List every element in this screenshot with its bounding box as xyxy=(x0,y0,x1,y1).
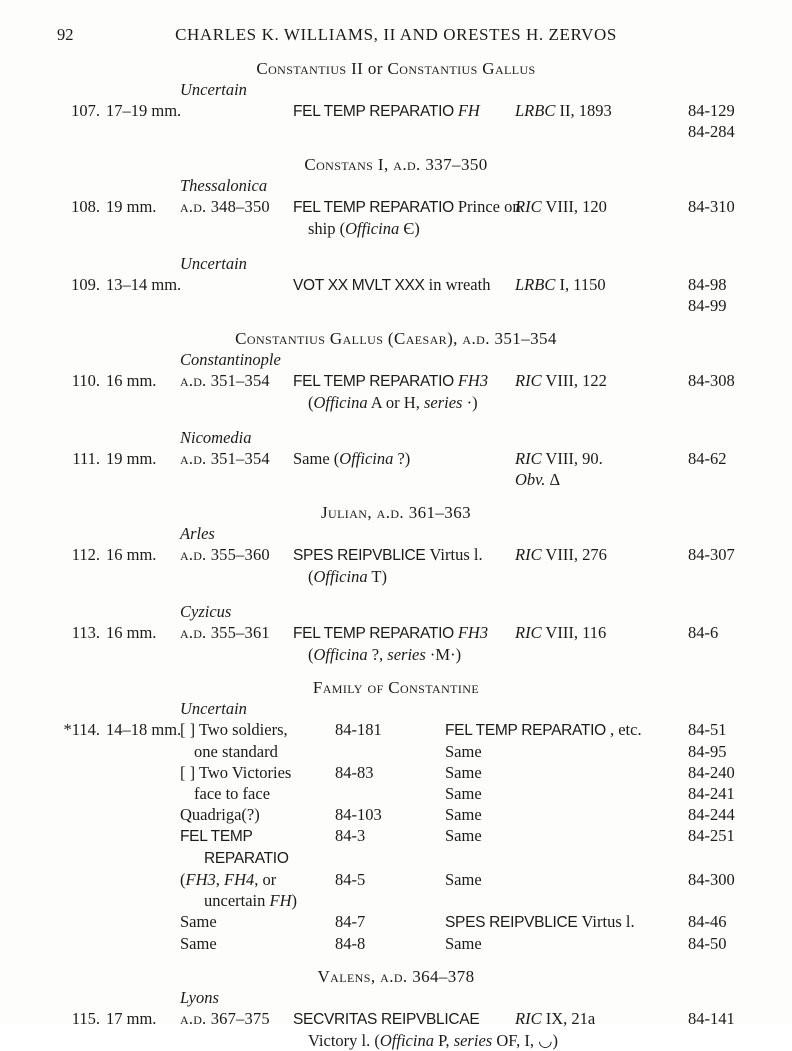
reverse-inventory: 84-251 xyxy=(688,826,735,845)
running-header: CHARLES K. WILLIAMS, II AND ORESTES H. ZERVOS xyxy=(175,25,617,44)
entry-inventory xyxy=(680,1008,792,1029)
entry-row xyxy=(0,196,792,239)
entry-reference xyxy=(508,1008,680,1029)
obverse-inventory xyxy=(335,741,445,742)
reverse-description: Same xyxy=(445,784,482,803)
mint-name: Uncertain xyxy=(180,699,247,718)
catalog-entry xyxy=(0,523,792,587)
entry-row xyxy=(0,370,792,413)
obverse-inventory xyxy=(335,783,445,784)
obverse-description: one standard xyxy=(194,742,278,761)
description-line: (Officina ?, series ·M·) xyxy=(308,645,462,664)
entry-reference xyxy=(508,196,680,217)
entry-inventory xyxy=(680,370,792,391)
entry-date xyxy=(180,274,293,275)
reference-line: RIC VIII, 116 xyxy=(515,623,607,642)
obverse-inventory: 84-7 xyxy=(335,912,366,931)
obverse-description: FEL TEMP xyxy=(180,828,253,845)
page-header xyxy=(0,24,792,46)
obverse-inventory xyxy=(335,890,445,891)
reverse-description xyxy=(445,847,680,848)
entry-size: 17 mm. xyxy=(106,1009,157,1028)
entry-size: 14–18 mm. xyxy=(106,720,182,739)
subtable-row xyxy=(0,762,792,783)
entry-inventory xyxy=(680,544,792,565)
entry-row xyxy=(0,622,792,665)
mint-name: Uncertain xyxy=(180,80,247,99)
catalog-entry xyxy=(0,601,792,665)
entry-size: 16 mm. xyxy=(106,371,157,390)
catalog-section xyxy=(0,502,792,665)
mint-name: Arles xyxy=(180,524,215,543)
description-line: Victory l. (Officina P, series OF, I, ◡) xyxy=(308,1031,558,1050)
entry-row xyxy=(0,100,792,142)
entry-description xyxy=(293,370,508,413)
description-line: FEL TEMP REPARATIO FH3 xyxy=(293,371,489,390)
description-line: SECVRITAS REIPVBLICAE xyxy=(293,1011,480,1028)
catalog-entry xyxy=(0,79,792,142)
catalog-section xyxy=(0,58,792,142)
entry-inventory xyxy=(680,196,792,217)
obverse-description: [ ] Two Victories xyxy=(180,763,292,782)
entry-number: 108. xyxy=(71,197,100,216)
mint-line xyxy=(180,427,792,448)
mint-line xyxy=(180,987,792,1008)
entry-number: *114. xyxy=(63,720,100,739)
obverse-description: face to face xyxy=(194,784,271,803)
catalog-entry xyxy=(0,253,792,316)
inventory-number: 84-141 xyxy=(688,1009,735,1028)
entry-description xyxy=(293,448,508,469)
inventory-number: 84-310 xyxy=(688,197,735,216)
catalog-section xyxy=(0,677,792,954)
obverse-inventory: 84-8 xyxy=(335,934,366,953)
mint-name: Thessalonica xyxy=(180,176,268,195)
description-line: FEL TEMP REPARATIO FH xyxy=(293,101,480,120)
entry-reference xyxy=(508,622,680,643)
subtable-row xyxy=(0,783,792,804)
inventory-number: 84-98 xyxy=(688,275,727,294)
entry-description xyxy=(293,196,521,239)
obverse-inventory: 84-83 xyxy=(335,763,374,782)
entry-number: 111. xyxy=(72,449,100,468)
entry-inventory xyxy=(680,622,792,643)
page-number: 92 xyxy=(57,25,74,44)
obverse-description: uncertain FH) xyxy=(204,891,298,910)
entry-reference xyxy=(508,274,680,295)
inventory-number: 84-307 xyxy=(688,545,735,564)
reverse-inventory xyxy=(680,847,792,848)
entry-inventory xyxy=(680,448,792,469)
entry-inventory xyxy=(680,100,792,142)
catalog-section xyxy=(0,966,792,1051)
entry-date: a.d. 355–360 xyxy=(180,545,270,564)
obverse-inventory: 84-3 xyxy=(335,826,366,845)
entry-number: 113. xyxy=(71,623,100,642)
reverse-inventory: 84-95 xyxy=(688,742,727,761)
reverse-description: Same xyxy=(445,934,482,953)
entry-size: 19 mm. xyxy=(106,449,157,468)
inventory-number: 84-62 xyxy=(688,449,727,468)
reverse-description: Same xyxy=(445,763,482,782)
section-heading: Constantius Gallus (Caesar), a.d. 351–354 xyxy=(235,329,557,348)
entry-size: 19 mm. xyxy=(106,197,157,216)
entry-date xyxy=(180,100,293,101)
reference-line: RIC VIII, 276 xyxy=(515,545,607,564)
entry-reference xyxy=(508,448,680,490)
reference-line: RIC VIII, 90. xyxy=(515,449,603,468)
entry-date: a.d. 351–354 xyxy=(180,449,270,468)
entry-row xyxy=(0,448,792,490)
subtable-row xyxy=(0,869,792,890)
entry-inventory xyxy=(680,274,792,316)
mint-line xyxy=(180,79,792,100)
description-line: ship (Officina Є) xyxy=(308,219,420,238)
reverse-inventory: 84-240 xyxy=(688,763,735,782)
reference-line: RIC IX, 21a xyxy=(515,1009,596,1028)
mint-name: Cyzicus xyxy=(180,602,232,621)
entry-reference xyxy=(508,100,680,121)
obverse-inventory xyxy=(335,847,445,848)
catalog-section xyxy=(0,154,792,316)
entry-number: 115. xyxy=(71,1009,100,1028)
reverse-description: Same xyxy=(445,805,482,824)
inventory-number: 84-308 xyxy=(688,371,735,390)
description-line: (Officina A or H, series ·) xyxy=(308,393,478,412)
reference-line: RIC VIII, 120 xyxy=(515,197,607,216)
entry-size: 13–14 mm. xyxy=(106,275,182,294)
mint-name: Uncertain xyxy=(180,254,247,273)
description-line: FEL TEMP REPARATIO Prince on xyxy=(293,197,521,216)
reverse-description: Same xyxy=(445,870,482,889)
catalog-entry xyxy=(0,427,792,490)
obverse-description: REPARATIO xyxy=(204,850,289,867)
obverse-description: Quadriga(?) xyxy=(180,805,260,824)
entry-number: 107. xyxy=(71,101,100,120)
entry-reference xyxy=(508,544,680,565)
section-heading: Family of Constantine xyxy=(312,678,480,697)
catalog-entry xyxy=(0,698,792,954)
entry-date: a.d. 367–375 xyxy=(180,1009,270,1028)
catalog-entry xyxy=(0,349,792,413)
reverse-inventory: 84-50 xyxy=(688,934,727,953)
reverse-inventory: 84-46 xyxy=(688,912,727,931)
entry-description xyxy=(293,622,508,665)
inventory-number: 84-284 xyxy=(688,122,735,141)
obverse-description: Same xyxy=(180,934,217,953)
mint-line xyxy=(180,698,792,719)
reverse-description: Same xyxy=(445,826,482,845)
obverse-inventory: 84-5 xyxy=(335,870,366,889)
reverse-description: FEL TEMP REPARATIO , etc. xyxy=(445,720,642,739)
obverse-inventory: 84-103 xyxy=(335,805,382,824)
entry-date: a.d. 348–350 xyxy=(180,197,270,216)
reverse-inventory: 84-51 xyxy=(688,720,727,739)
entry-row xyxy=(0,544,792,587)
entry-description xyxy=(293,100,508,122)
obverse-description: Same xyxy=(180,912,217,931)
reference-line: RIC VIII, 122 xyxy=(515,371,607,390)
description-line: (Officina T) xyxy=(308,567,387,586)
catalog-entry xyxy=(0,175,792,239)
section-heading: Julian, a.d. 361–363 xyxy=(320,503,472,522)
subtable-row xyxy=(0,741,792,762)
subtable-row xyxy=(0,719,792,741)
reverse-inventory: 84-300 xyxy=(688,870,735,889)
reverse-description: Same xyxy=(445,742,482,761)
mint-name: Lyons xyxy=(180,988,219,1007)
entry-row xyxy=(0,274,792,316)
inventory-number: 84-99 xyxy=(688,296,727,315)
subtable-row xyxy=(0,825,792,847)
subtable-row xyxy=(0,911,792,933)
reverse-inventory: 84-244 xyxy=(688,805,735,824)
subtable-row xyxy=(0,890,792,911)
description-line: SPES REIPVBLICE Virtus l. xyxy=(293,545,483,564)
reference-line: LRBC II, 1893 xyxy=(515,101,612,120)
description-line: FEL TEMP REPARATIO FH3 xyxy=(293,623,489,642)
section-heading: Constantius II or Constantius Gallus xyxy=(256,59,536,78)
entry-date: a.d. 351–354 xyxy=(180,371,270,390)
mint-line xyxy=(180,175,792,196)
entry-row xyxy=(0,1008,792,1051)
mint-line xyxy=(180,349,792,370)
reverse-inventory: 84-241 xyxy=(688,784,735,803)
reference-line: LRBC I, 1150 xyxy=(515,275,606,294)
catalog-entry xyxy=(0,987,792,1051)
inventory-number: 84-6 xyxy=(688,623,719,642)
entry-number: 109. xyxy=(71,275,100,294)
entry-description xyxy=(293,274,508,296)
reverse-description xyxy=(445,890,680,891)
entry-reference xyxy=(508,370,680,391)
obverse-description: (FH3, FH4, or xyxy=(180,870,277,889)
mint-name: Nicomedia xyxy=(180,428,252,447)
section-heading: Valens, a.d. 364–378 xyxy=(317,967,475,986)
entry-number: 110. xyxy=(71,371,100,390)
entry-description xyxy=(293,544,508,587)
obverse-inventory: 84-181 xyxy=(335,720,382,739)
description-line: Same (Officina ?) xyxy=(293,449,411,468)
entry-size: 17–19 mm. xyxy=(106,101,182,120)
description-line: VOT XX MVLT XXX in wreath xyxy=(293,275,491,294)
subtable-row xyxy=(0,933,792,954)
subtable-row xyxy=(0,804,792,825)
entry-date: a.d. 355–361 xyxy=(180,623,270,642)
mint-line xyxy=(180,523,792,544)
section-heading: Constans I, a.d. 337–350 xyxy=(304,155,488,174)
mint-name: Constantinople xyxy=(180,350,281,369)
catalog-section xyxy=(0,328,792,490)
entry-size: 16 mm. xyxy=(106,545,157,564)
inventory-number: 84-129 xyxy=(688,101,735,120)
reference-line: Obv. Δ xyxy=(515,470,561,489)
reverse-inventory xyxy=(680,890,792,891)
subtable-row xyxy=(0,847,792,869)
entry-number: 112. xyxy=(71,545,100,564)
mint-line xyxy=(180,253,792,274)
obverse-description: [ ] Two soldiers, xyxy=(180,720,288,739)
entry-size: 16 mm. xyxy=(106,623,157,642)
mint-line xyxy=(180,601,792,622)
reverse-description: SPES REIPVBLICE Virtus l. xyxy=(445,912,635,931)
